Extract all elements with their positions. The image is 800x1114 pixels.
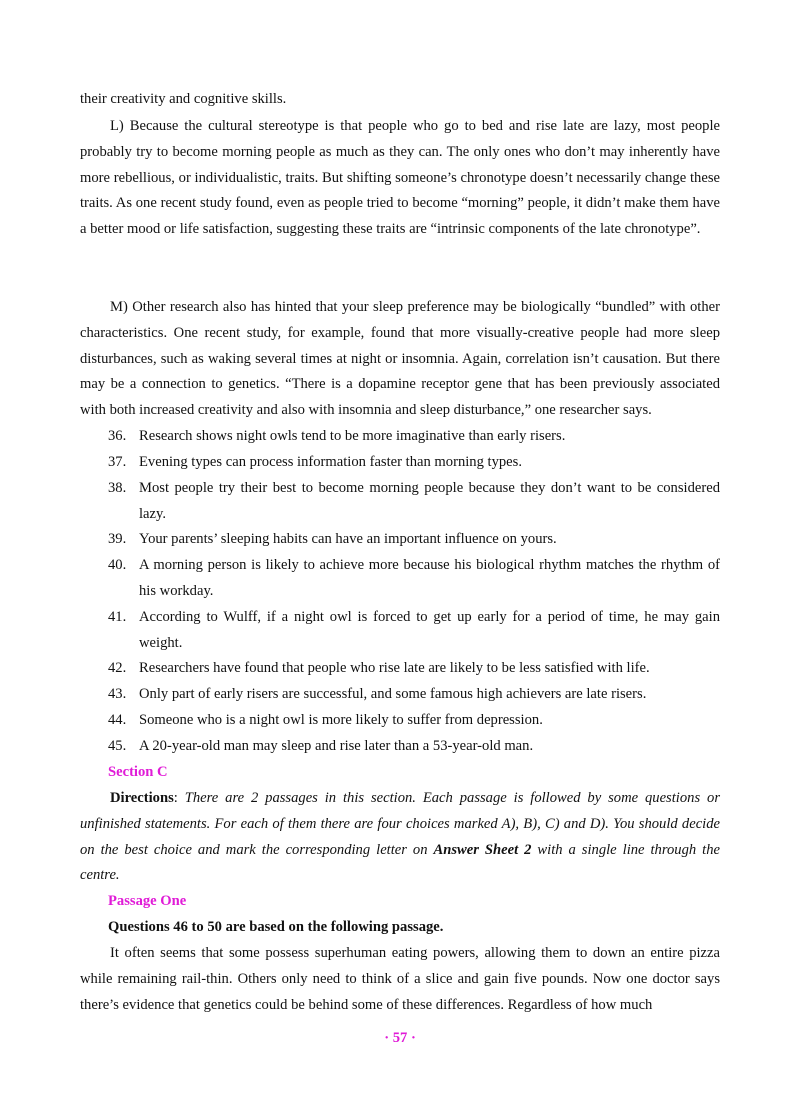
question-number: 37. — [108, 454, 127, 470]
question-40 — [108, 553, 720, 605]
paragraph-M: M) Other research also has hinted that your sleep preference may be biologically “bundled” with other characteristics. One recent study, for example, found that more visually-creative people had more sleep disturbances, such as waking several times at night or insomnia. Again, correlation isn’t causation. But there may be a connection to genetics. “There is a dopamine receptor gene that has been previously associated with both increased creativity and also with insomnia and sleep disturbance,” one researcher says. — [80, 299, 720, 419]
directions-label: Directions — [110, 790, 174, 806]
question-text: Your parents’ sleeping habits can have an important influence on yours. — [139, 531, 557, 547]
question-39 — [108, 527, 720, 553]
question-number: 43. — [108, 686, 127, 702]
question-number: 39. — [108, 531, 127, 547]
top-fragment: their creativity and cognitive skills. — [80, 91, 287, 107]
question-36 — [108, 424, 720, 450]
paragraph-L: L) Because the cultural stereotype is that people who go to bed and rise late are lazy, most people probably try to become morning people as much as they can. The only ones who don’t may inherently have more rebellious, or individualistic, traits. But shifting someone’s chronotype doesn’t necessarily change these traits. As one recent study found, even as people tried to become “morning” people, it didn’t make them have a better mood or life satisfaction, suggesting these traits are “intrinsic components of the late chronotype”. — [80, 118, 720, 238]
question-41 — [108, 605, 720, 657]
question-text: Someone who is a night owl is more likely to suffer from depression. — [139, 712, 543, 728]
question-text: Only part of early risers are successful, and some famous high achievers are late risers. — [139, 686, 647, 702]
answer-sheet-label: Answer Sheet 2 — [433, 841, 532, 858]
question-42 — [108, 656, 720, 682]
question-text: A morning person is likely to achieve more because his biological rhythm matches the rhythm of his workday. — [139, 557, 720, 599]
passage-one-heading: Passage One — [108, 893, 187, 909]
question-number: 41. — [108, 609, 127, 625]
question-text: According to Wulff, if a night owl is forced to get up early for a period of time, he may gain weight. — [139, 609, 720, 651]
question-number: 42. — [108, 660, 127, 676]
section-c-heading: Section C — [108, 764, 168, 780]
question-38 — [108, 476, 720, 528]
question-37 — [108, 450, 720, 476]
directions-paragraph — [80, 786, 720, 889]
directions-text-2: with a single line through the centre. — [80, 841, 720, 884]
questions-heading: Questions 46 to 50 are based on the following passage. — [108, 919, 444, 935]
question-number: 38. — [108, 480, 127, 496]
question-text: Most people try their best to become morning people because they don’t want to be considered lazy. — [139, 480, 720, 522]
question-44 — [108, 708, 720, 734]
question-text: A 20-year-old man may sleep and rise later than a 53-year-old man. — [139, 738, 534, 754]
question-number: 45. — [108, 738, 127, 754]
question-text: Researchers have found that people who rise late are likely to be less satisfied with life. — [139, 660, 650, 676]
question-text: Research shows night owls tend to be more imaginative than early risers. — [139, 428, 566, 444]
question-number: 44. — [108, 712, 127, 728]
question-text: Evening types can process information faster than morning types. — [139, 454, 522, 470]
question-45 — [108, 734, 720, 760]
passage-paragraph: It often seems that some possess superhuman eating powers, allowing them to down an entire pizza while remaining rail-thin. Others only need to think of a slice and gain five pounds. Now one doctor says there’s evidence that genetics could be behind some of these differences. Regardless of how much — [80, 945, 720, 1013]
question-number: 36. — [108, 428, 127, 444]
question-number: 40. — [108, 557, 127, 573]
directions-separator: : — [173, 790, 178, 806]
question-43 — [108, 682, 720, 708]
page-number: · 57 · — [384, 1030, 416, 1046]
directions-text-1: There are 2 passages in this section. Each passage is followed by some questions or unfinished statements. For each of them there are four choices marked A), B), C) and D). You should decide on the best choice and mark the corresponding letter on — [80, 790, 720, 858]
